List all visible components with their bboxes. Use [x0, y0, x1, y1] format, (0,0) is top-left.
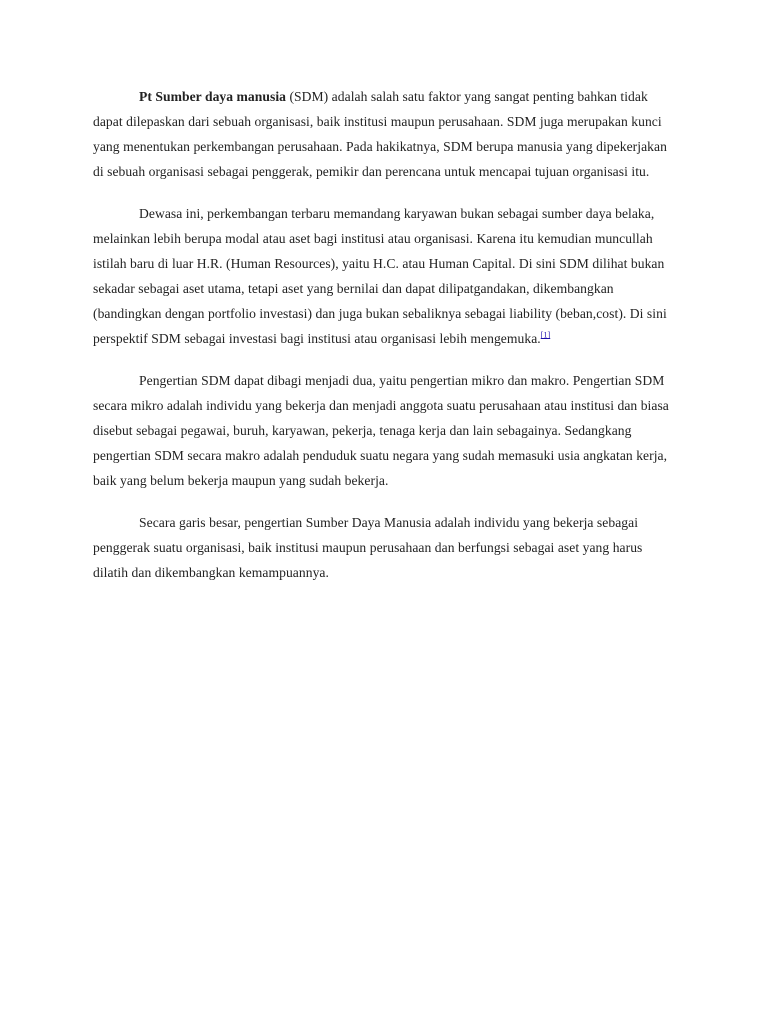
paragraph-2	[93, 201, 678, 351]
paragraph-1-text: (SDM) adalah salah satu faktor yang sangat penting bahkan tidak dapat dilepaskan dari sebuah organisasi, baik institusi maupun perusahaan. SDM juga merupakan kunci yang menentukan perkembangan perusahaan. Pada hakikatnya, SDM berupa manusia yang dipekerjakan di sebuah organisasi sebagai penggerak, pemikir dan perencana untuk mencapai tujuan organisasi itu.	[93, 89, 667, 179]
footnote-reference-link[interactable]: [1]	[540, 330, 551, 340]
paragraph-4	[93, 510, 678, 585]
paragraph-3	[93, 368, 678, 493]
paragraph-1-lead: Pt Sumber daya manusia	[139, 89, 287, 104]
paragraph-2-text: Dewasa ini, perkembangan terbaru memandang karyawan bukan sebagai sumber daya belaka, melainkan lebih berupa modal atau aset bagi institusi atau organisasi. Karena itu kemudian muncullah istilah baru di luar H.R. (Human Resources), yaitu H.C. atau Human Capital. Di sini SDM dilihat bukan sekadar sebagai aset utama, tetapi aset yang bernilai dan dapat dilipatgandakan, dikembangkan (bandingkan dengan portfolio investasi) dan juga bukan sebaliknya sebagai liability (beban,cost). Di sini perspektif SDM sebagai investasi bagi institusi atau organisasi lebih mengemuka.	[93, 206, 667, 346]
paragraph-3-text: Pengertian SDM dapat dibagi menjadi dua, yaitu pengertian mikro dan makro. Pengertian SDM secara mikro adalah individu yang bekerja dan menjadi anggota suatu perusahaan atau institusi dan biasa disebut sebagai pegawai, buruh, karyawan, pekerja, tenaga kerja dan lain sebagainya. Sedangkang pengertian SDM secara makro adalah penduduk suatu negara yang sudah memasuki usia angkatan kerja, baik yang belum bekerja maupun yang sudah bekerja.	[93, 373, 669, 488]
paragraph-4-text: Secara garis besar, pengertian Sumber Daya Manusia adalah individu yang bekerja sebagai penggerak suatu organisasi, baik institusi maupun perusahaan dan berfungsi sebagai aset yang harus dilatih dan dikembangkan kemampuannya.	[93, 515, 643, 580]
paragraph-1	[93, 84, 678, 184]
